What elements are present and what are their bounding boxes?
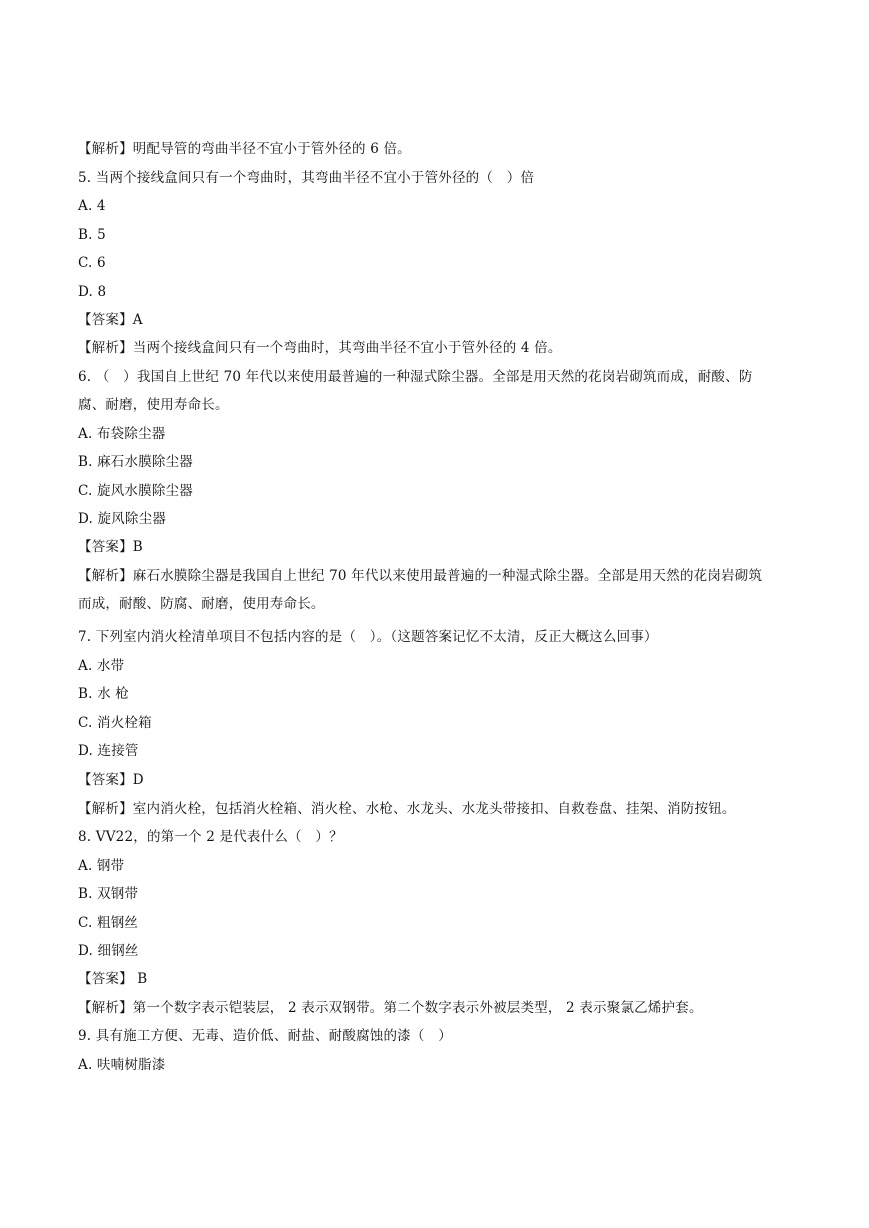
analysis-text: 【解析】麻石水膜除尘器是我国自上世纪 70 年代以来使用最普遍的一种湿式除尘器。全部是用天然的花岗岩砌筑 (78, 568, 763, 584)
option-d: D. 旋风除尘器 (78, 511, 167, 527)
answer-text: 【答案】 B (78, 971, 148, 987)
option-a: A. 钢带 (78, 858, 125, 874)
analysis-text: 【解析】当两个接线盒间只有一个弯曲时，其弯曲半径不宜小于管外径的 4 倍。 (78, 340, 562, 356)
analysis-text: 【解析】明配导管的弯曲半径不宜小于管外径的 6 倍。 (78, 141, 411, 157)
answer-text: 【答案】B (78, 539, 143, 555)
option-b: B. 5 (78, 227, 106, 243)
option-a: A. 4 (78, 198, 106, 214)
option-a: A. 呋喃树脂漆 (78, 1057, 166, 1073)
option-d: D. 连接管 (78, 743, 139, 759)
option-d: D. 8 (78, 284, 107, 300)
question-5: 5. 当两个接线盒间只有一个弯曲时，其弯曲半径不宜小于管外径的（ ）倍 (78, 170, 535, 186)
answer-text: 【答案】A (78, 312, 143, 328)
question-9: 9. 具有施工方便、无毒、造价低、耐盐、耐酸腐蚀的漆（ ） (78, 1028, 452, 1044)
answer-text: 【答案】D (78, 772, 144, 788)
question-7: 7. 下列室内消火栓清单项目不包括内容的是（ ）。（这题答案记忆不太清，反正大概这么回事） (78, 629, 658, 645)
option-b: B. 水 枪 (78, 686, 129, 702)
option-b: B. 麻石水膜除尘器 (78, 454, 194, 470)
analysis-text: 【解析】室内消火栓，包括消火栓箱、消火栓、水枪、水龙头、水龙头带接扣、自救卷盘、挂架、消防按钮。 (78, 801, 736, 817)
option-a: A. 水带 (78, 658, 125, 674)
question-6-continued: 腐、耐磨，使用寿命长。 (78, 397, 229, 413)
analysis-text-continued: 而成，耐酸、防腐、耐磨，使用寿命长。 (78, 596, 325, 612)
option-c: C. 粗钢丝 (78, 915, 139, 931)
option-b: B. 双钢带 (78, 886, 139, 902)
option-d: D. 细钢丝 (78, 943, 139, 959)
option-c: C. 6 (78, 255, 106, 271)
question-8: 8. VV22，的第一个 2 是代表什么（ ）？ (78, 829, 343, 845)
analysis-text: 【解析】第一个数字表示铠装层， 2 表示双钢带。第二个数字表示外被层类型， 2 表示聚氯乙烯护套。 (78, 1000, 703, 1016)
option-a: A. 布袋除尘器 (78, 426, 166, 442)
option-c: C. 旋风水膜除尘器 (78, 483, 193, 499)
question-6: 6. （ ）我国自上世纪 70 年代以来使用最普遍的一种湿式除尘器。全部是用天然的花岗岩砌筑而成，耐酸、防 (78, 369, 753, 385)
option-c: C. 消火栓箱 (78, 715, 152, 731)
